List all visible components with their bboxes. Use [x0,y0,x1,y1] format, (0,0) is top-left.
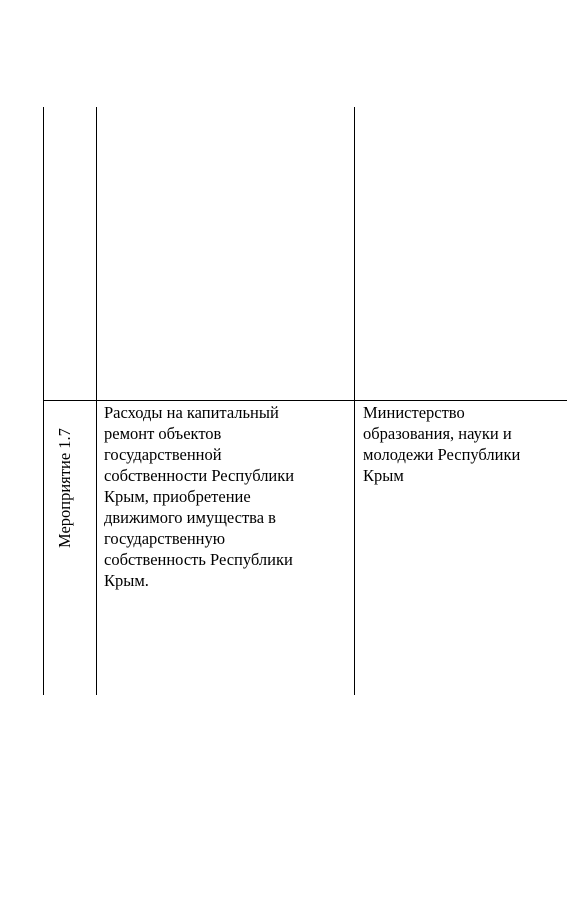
row-label-activity: Мероприятие 1.7 [55,428,74,548]
column-border-2 [354,107,355,695]
column-border-1 [96,107,97,695]
activity-description-cell: Расходы на капитальный ремонт объектов государственной собственности Республики Крым, приобретение движимого имущества в государственную собственность Республики Крым. [104,403,295,590]
column-border-left [43,107,44,695]
row-separator [43,400,567,401]
responsible-executor-cell: Министерство образования, науки и молодежи Республики Крым [363,403,521,485]
